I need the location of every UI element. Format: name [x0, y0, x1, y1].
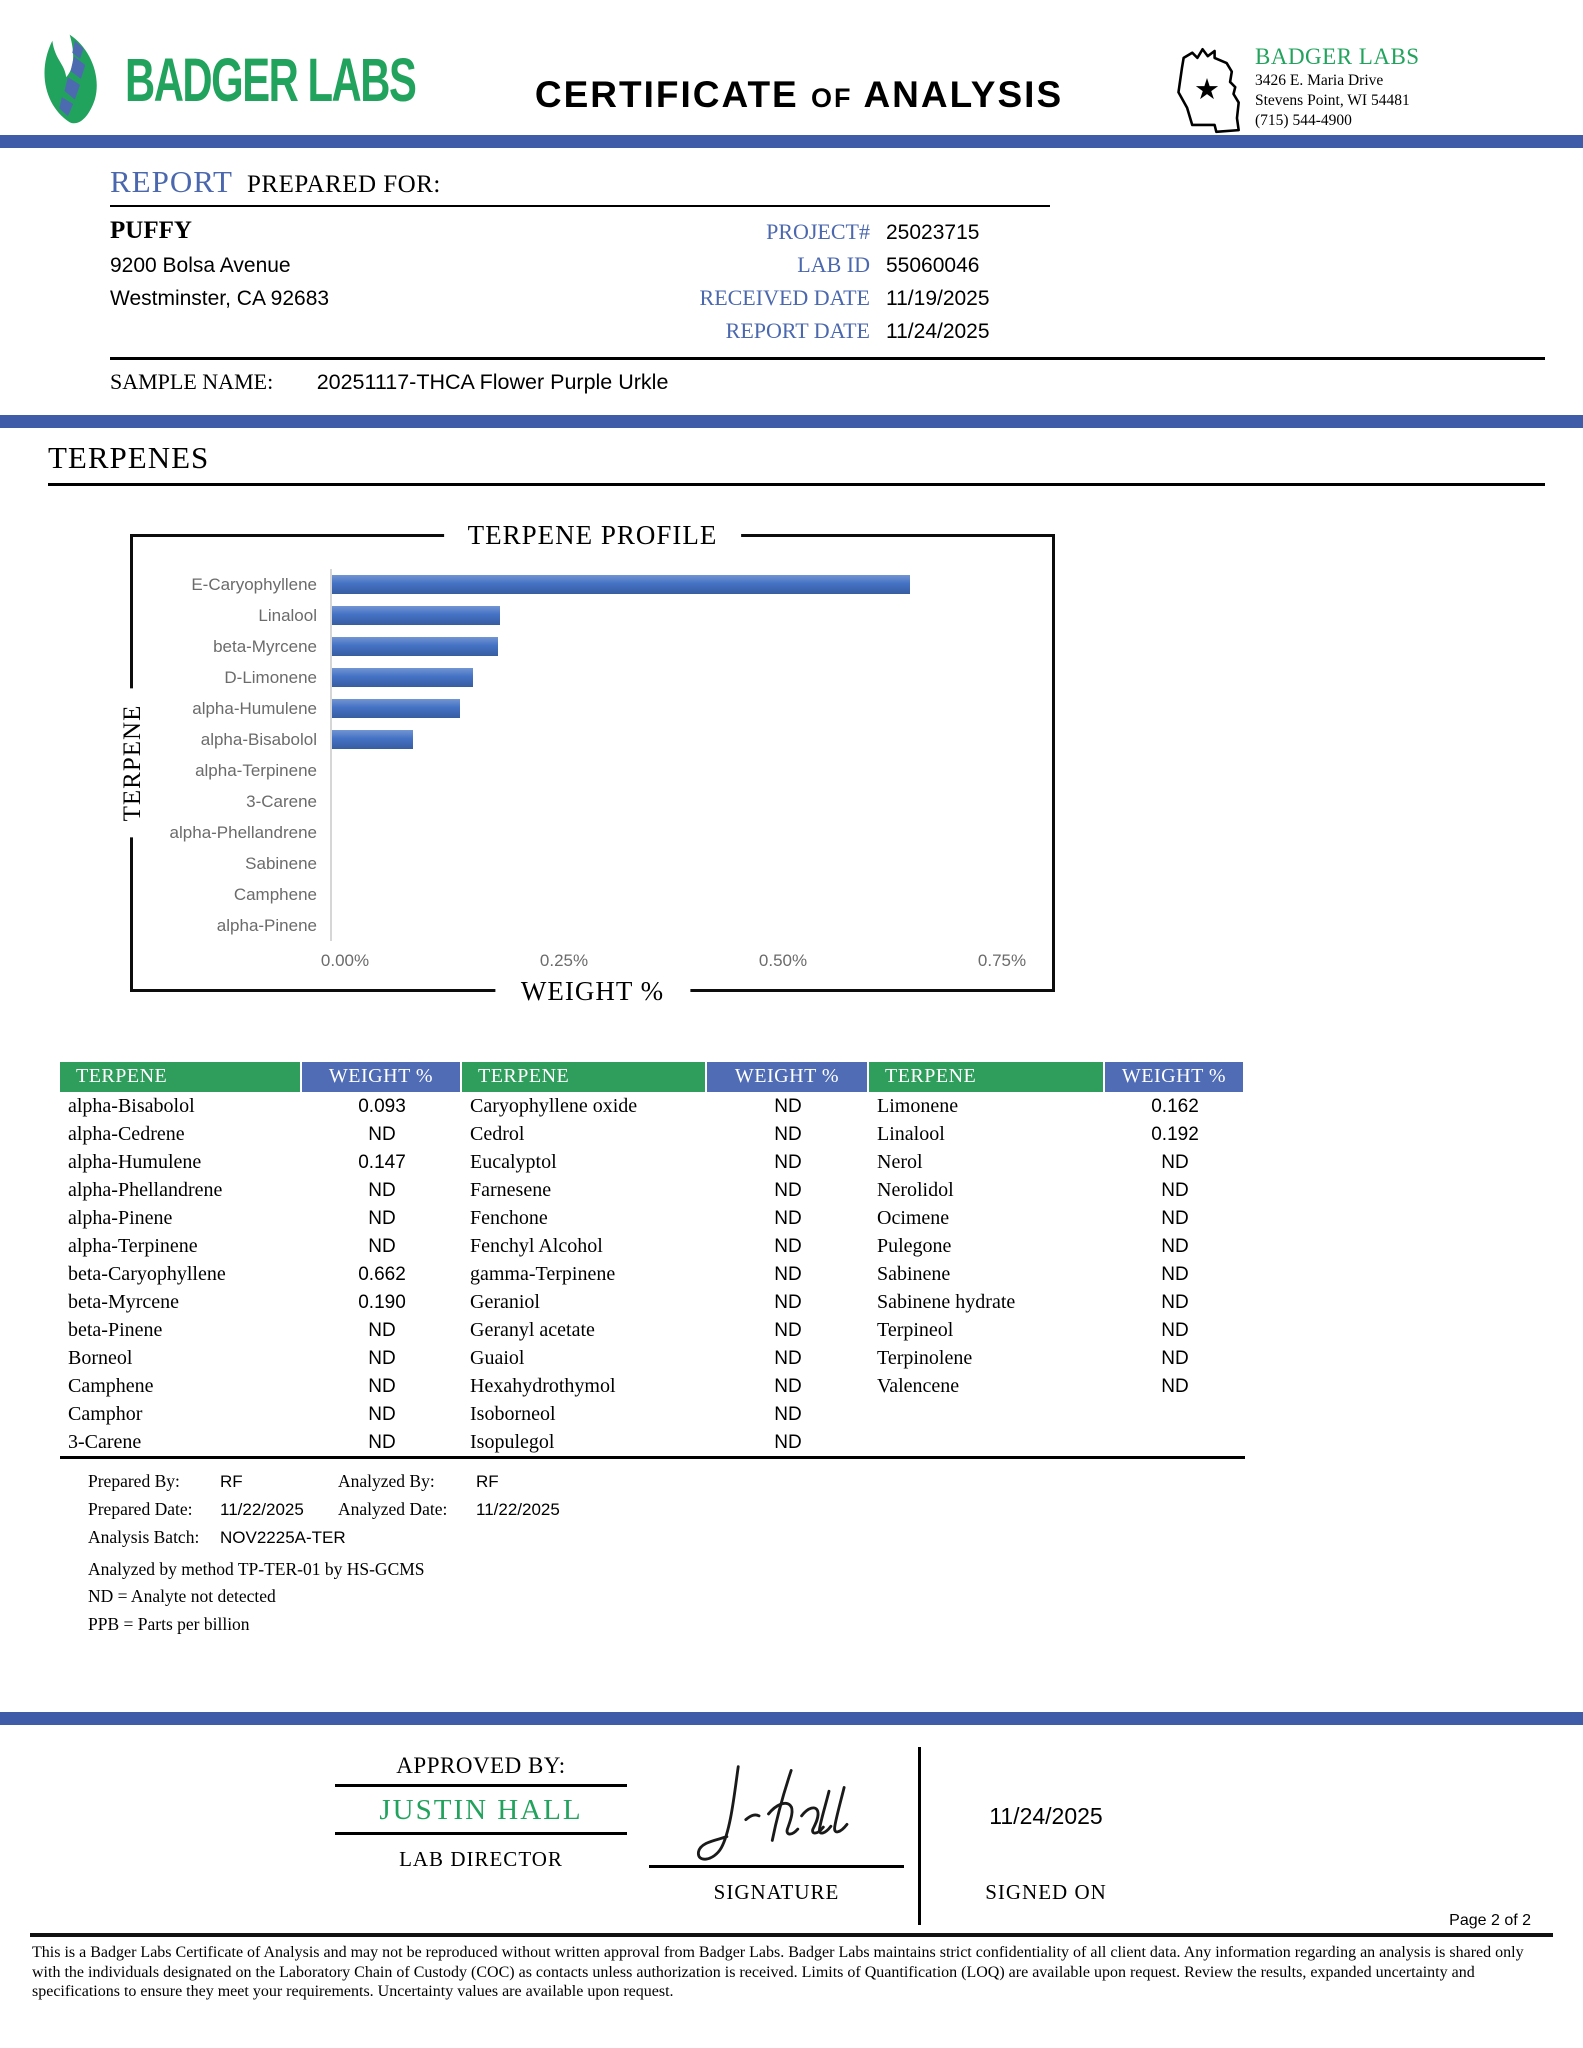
- meta-row: [580, 318, 1050, 351]
- sample-row: [110, 369, 1583, 395]
- approved-by-block: [335, 1753, 627, 1905]
- chart-bar-track: [330, 569, 987, 600]
- terpene-name-cell: Camphene: [68, 1375, 154, 1397]
- terpene-weight-cell: ND: [368, 1124, 396, 1145]
- approved-by-label: APPROVED BY:: [335, 1753, 627, 1787]
- report-body: [110, 207, 1050, 351]
- terpene-weight-cell: ND: [1161, 1292, 1189, 1313]
- chart-bar-track: [330, 631, 987, 662]
- client-address1: 9200 Bolsa Avenue: [110, 254, 291, 277]
- terpene-name-cell: Camphor: [68, 1403, 143, 1425]
- divider-blue-bottom: [0, 1712, 1583, 1725]
- meta-value: 11/19/2025: [886, 287, 990, 310]
- table-bottom-rule: [60, 1456, 1245, 1459]
- terpene-weight-cell: ND: [774, 1264, 802, 1285]
- terpene-name-cell: Fenchyl Alcohol: [470, 1235, 603, 1257]
- terpene-weight-cell: [1105, 1400, 1245, 1428]
- terpene-name-cell: Valencene: [877, 1375, 960, 1397]
- table-header-weight: WEIGHT %: [1105, 1062, 1245, 1092]
- method-note: Analyzed by method TP-TER-01 by HS-GCMS: [88, 1559, 425, 1579]
- chart-bar-track: [330, 817, 987, 848]
- chart-category-label: D-Limonene: [224, 667, 317, 687]
- terpene-name-cell: alpha-Phellandrene: [68, 1179, 223, 1201]
- terpene-weight-cell: ND: [774, 1376, 802, 1397]
- terpene-weight-cell: ND: [1161, 1264, 1189, 1285]
- terpene-name-cell: Hexahydrothymol: [470, 1375, 616, 1397]
- meta-label: PROJECT#: [766, 219, 870, 244]
- chart-bar: [332, 730, 413, 749]
- analysis-batch-value: NOV2225A-TER: [220, 1528, 346, 1547]
- report-heading: [110, 164, 1050, 207]
- logo-wordmark: BADGER LABS: [125, 46, 416, 115]
- terpene-weight-cell: [1105, 1428, 1245, 1456]
- signed-on-block: [921, 1753, 1171, 1905]
- signature-image: [649, 1753, 904, 1868]
- terpene-name-cell: Terpineol: [877, 1319, 954, 1341]
- table-header-weight: WEIGHT %: [302, 1062, 462, 1092]
- analyzed-by-value: RF: [476, 1472, 499, 1491]
- chart-category-label: alpha-Terpinene: [195, 760, 317, 780]
- chart-tick-label: 0.50%: [758, 951, 808, 970]
- terpene-weight-cell: ND: [774, 1404, 802, 1425]
- signed-on-label: SIGNED ON: [985, 1880, 1107, 1904]
- chart-bar-track: [330, 662, 987, 693]
- signature-block: [649, 1753, 904, 1905]
- chart-tick-label: 0.75%: [977, 951, 1027, 970]
- terpene-name-cell: alpha-Humulene: [68, 1151, 202, 1173]
- terpene-weight-cell: ND: [1161, 1348, 1189, 1369]
- terpene-name-cell: Ocimene: [877, 1207, 950, 1229]
- terpene-name-cell: Geranyl acetate: [470, 1319, 595, 1341]
- chart-bar-track: [330, 786, 987, 817]
- terpene-name-cell: [869, 1400, 1105, 1428]
- chart-bar: [332, 575, 910, 594]
- terpene-name-cell: Caryophyllene oxide: [470, 1095, 638, 1117]
- terpene-name-cell: Sabinene: [877, 1263, 951, 1285]
- chart-bar: [332, 637, 498, 656]
- terpene-name-cell: beta-Myrcene: [68, 1291, 180, 1313]
- chart-row: [145, 662, 1044, 693]
- terpene-weight-cell: 0.093: [358, 1096, 406, 1117]
- analyzed-date-label: Analyzed Date:: [338, 1499, 448, 1519]
- terpene-name-cell: Limonene: [877, 1095, 959, 1117]
- report-meta: [580, 219, 1050, 351]
- terpene-name-cell: Fenchone: [470, 1207, 548, 1229]
- terpene-name-cell: Geraniol: [470, 1291, 540, 1313]
- terpene-name-cell: Pulegone: [877, 1235, 952, 1257]
- terpene-name-cell: Terpinolene: [877, 1347, 973, 1369]
- terpene-weight-cell: ND: [368, 1236, 396, 1257]
- terpene-weight-cell: ND: [774, 1096, 802, 1117]
- terpene-weight-cell: ND: [774, 1124, 802, 1145]
- terpene-name-cell: Cedrol: [470, 1123, 525, 1145]
- chart-bar-track: [330, 600, 987, 631]
- meta-row: [580, 285, 1050, 318]
- chart-row: [145, 693, 1044, 724]
- badger-labs-logo: [35, 30, 435, 131]
- terpene-name-cell: Borneol: [68, 1347, 133, 1369]
- chart-row: [145, 600, 1044, 631]
- chart-bar-track: [330, 724, 987, 755]
- terpene-weight-cell: ND: [774, 1320, 802, 1341]
- wisconsin-map-icon: [1163, 42, 1249, 151]
- terpene-weight-cell: ND: [368, 1432, 396, 1453]
- header: [0, 0, 1583, 135]
- chart-x-axis-title: WEIGHT %: [495, 976, 690, 1007]
- terpene-name-cell: alpha-Pinene: [68, 1207, 173, 1229]
- terpene-weight-cell: ND: [368, 1180, 396, 1201]
- chart-row: [145, 724, 1044, 755]
- client-block: [110, 217, 329, 351]
- terpene-name-cell: Nerolidol: [877, 1179, 954, 1201]
- terpene-weight-cell: 0.192: [1151, 1124, 1199, 1145]
- report-word: REPORT: [110, 164, 233, 199]
- prepared-for-word: PREPARED FOR:: [247, 171, 441, 198]
- meta-label: REPORT DATE: [725, 318, 870, 343]
- terpene-weight-cell: ND: [774, 1152, 802, 1173]
- terpene-weight-cell: ND: [368, 1208, 396, 1229]
- client-name: PUFFY: [110, 217, 192, 244]
- terpene-name-cell: Guaiol: [470, 1347, 525, 1369]
- chart-row: [145, 848, 1044, 879]
- terpene-name-cell: Linalool: [877, 1123, 945, 1145]
- lab-address-block: [1163, 42, 1555, 151]
- page-number: Page 2 of 2: [1449, 1912, 1531, 1929]
- document-title: CERTIFICATE OF ANALYSIS: [534, 74, 1064, 115]
- prep-info: [88, 1471, 1583, 1637]
- approval-section: [0, 1712, 1583, 1905]
- terpene-name-cell: Isopulegol: [470, 1431, 555, 1453]
- terpene-weight-cell: 0.147: [358, 1152, 406, 1173]
- terpene-name-cell: Farnesene: [470, 1179, 552, 1201]
- terpene-profile-chart: [119, 519, 1055, 1006]
- chart-category-label: beta-Myrcene: [213, 636, 317, 656]
- chart-row: [145, 910, 1044, 941]
- terpene-weight-cell: ND: [774, 1180, 802, 1201]
- table-header-terpene: TERPENE: [462, 1062, 707, 1092]
- nd-note: ND = Analyte not detected: [88, 1586, 276, 1607]
- prepared-by-label: Prepared By:: [88, 1471, 180, 1491]
- lab-address-line2: Stevens Point, WI 54481: [1255, 92, 1410, 110]
- meta-row: [580, 252, 1050, 285]
- prepared-by-value: RF: [220, 1472, 243, 1491]
- terpene-weight-cell: 0.162: [1151, 1096, 1199, 1117]
- chart-category-label: E-Caryophyllene: [191, 574, 317, 594]
- terpene-weight-cell: ND: [1161, 1320, 1189, 1341]
- table-header-terpene: TERPENE: [60, 1062, 302, 1092]
- lab-phone: (715) 544-4900: [1255, 112, 1352, 130]
- sample-name-value: 20251117-THCA Flower Purple Urkle: [316, 370, 669, 394]
- terpene-weight-cell: ND: [774, 1292, 802, 1313]
- terpene-name-cell: Nerol: [877, 1151, 923, 1173]
- analyzed-by-label: Analyzed By:: [338, 1471, 435, 1491]
- chart-category-label: alpha-Pinene: [216, 915, 317, 935]
- terpene-weight-cell: ND: [774, 1236, 802, 1257]
- chart-title: TERPENE PROFILE: [444, 520, 742, 551]
- analysis-batch-label: Analysis Batch:: [88, 1527, 200, 1547]
- chart-row: [145, 879, 1044, 910]
- approver-name: JUSTIN HALL: [335, 1787, 627, 1835]
- prepared-date-label: Prepared Date:: [88, 1499, 193, 1519]
- chart-tick-label: 0.00%: [320, 951, 370, 970]
- chart-row: [145, 569, 1044, 600]
- terpene-name-cell: gamma-Terpinene: [470, 1263, 616, 1285]
- prep-grid: [88, 1471, 1583, 1548]
- ppb-note: PPB = Parts per billion: [88, 1613, 250, 1634]
- disclaimer-text: This is a Badger Labs Certificate of Analysis and may not be reproduced without written approval from Badger Labs. Badger Labs maintains strict confidentiality of all client data. Any information regarding an analysis is shared only with the individuals designated on the Laboratory Chain of Custody (COC) as contacts unless authorization is received. Limits of Quantification (LOQ) are available upon request. Review the results, expanded uncertainty and specifications to ensure they meet your requirements. Uncertainty values are available upon request.: [32, 1944, 1524, 2001]
- meta-row: [580, 219, 1050, 252]
- chart-category-label: Linalool: [258, 605, 317, 625]
- terpene-name-cell: alpha-Terpinene: [68, 1235, 198, 1257]
- terpenes-section-title: TERPENES: [48, 436, 1545, 486]
- chart-category-label: Sabinene: [245, 853, 317, 873]
- terpene-weight-cell: 0.662: [358, 1264, 406, 1285]
- chart-category-label: alpha-Phellandrene: [169, 822, 317, 842]
- terpene-name-cell: Isoborneol: [470, 1403, 556, 1425]
- chart-category-label: alpha-Humulene: [192, 698, 317, 718]
- terpene-weight-cell: ND: [368, 1348, 396, 1369]
- signature-label: SIGNATURE: [713, 1880, 840, 1904]
- sample-divider: [110, 357, 1545, 360]
- terpene-name-cell: alpha-Bisabolol: [68, 1095, 195, 1117]
- chart-bar-track: [330, 755, 987, 786]
- meta-value: 11/24/2025: [886, 320, 990, 343]
- terpene-weight-cell: ND: [368, 1320, 396, 1341]
- terpene-weight-cell: ND: [774, 1432, 802, 1453]
- chart-row: [145, 755, 1044, 786]
- terpene-name-cell: beta-Caryophyllene: [68, 1263, 226, 1285]
- divider-blue-middle: [0, 415, 1583, 428]
- terpene-weight-cell: ND: [1161, 1152, 1189, 1173]
- chart-row: [145, 631, 1044, 662]
- lab-name: BADGER LABS: [1255, 44, 1420, 69]
- chart-bar-track: [330, 879, 987, 910]
- terpene-weight-cell: ND: [1161, 1236, 1189, 1257]
- chart-y-axis-title: TERPENE: [119, 689, 147, 838]
- prepared-date-value: 11/22/2025: [220, 1500, 304, 1519]
- leaf-logo-icon: [35, 30, 113, 131]
- chart-x-ticks: [320, 941, 1027, 981]
- terpene-weight-cell: ND: [1161, 1208, 1189, 1229]
- terpene-name-cell: alpha-Cedrene: [68, 1123, 185, 1145]
- chart-category-label: alpha-Bisabolol: [200, 729, 317, 749]
- terpene-weight-cell: 0.190: [358, 1292, 406, 1313]
- sample-name-label: SAMPLE NAME:: [110, 369, 274, 394]
- chart-category-label: 3-Carene: [246, 791, 317, 811]
- signature-icon: [672, 1761, 882, 1865]
- chart-bar: [332, 606, 500, 625]
- chart-bar: [332, 668, 473, 687]
- terpene-weight-cell: ND: [774, 1208, 802, 1229]
- approval-block: [0, 1753, 1583, 1905]
- terpene-name-cell: Sabinene hydrate: [877, 1291, 1016, 1313]
- lab-details: [1255, 42, 1420, 151]
- chart-bar-track: [330, 848, 987, 879]
- terpene-weight-cell: ND: [368, 1404, 396, 1425]
- terpene-weight-cell: ND: [368, 1376, 396, 1397]
- signed-date: 11/24/2025: [989, 1803, 1103, 1829]
- approver-title-label: LAB DIRECTOR: [399, 1847, 563, 1871]
- terpene-name-cell: [869, 1428, 1105, 1456]
- chart-rows: [145, 569, 1044, 941]
- star-icon: ★: [1193, 74, 1221, 107]
- client-address2: Westminster, CA 92683: [110, 287, 330, 310]
- meta-label: RECEIVED DATE: [699, 285, 870, 310]
- terpene-weight-cell: ND: [774, 1348, 802, 1369]
- table-header-terpene: TERPENE: [869, 1062, 1105, 1092]
- page-footer: [0, 1912, 1583, 2002]
- terpene-results-table: [60, 1062, 1245, 1456]
- table-header-weight: WEIGHT %: [707, 1062, 869, 1092]
- chart-row: [145, 786, 1044, 817]
- chart-bar: [332, 699, 460, 718]
- chart-tick-label: 0.25%: [539, 951, 589, 970]
- meta-label: LAB ID: [797, 252, 870, 277]
- terpene-weight-cell: ND: [1161, 1180, 1189, 1201]
- chart-plot-area: [145, 569, 1044, 981]
- chart-bar-track: [330, 910, 987, 941]
- chart-row: [145, 817, 1044, 848]
- terpene-weight-cell: ND: [1161, 1376, 1189, 1397]
- meta-value: 25023715: [886, 221, 980, 244]
- terpene-name-cell: Eucalyptol: [470, 1151, 557, 1173]
- footer-rule: [30, 1933, 1553, 1937]
- lab-address-line1: 3426 E. Maria Drive: [1255, 72, 1384, 90]
- terpene-name-cell: beta-Pinene: [68, 1319, 163, 1341]
- chart-category-label: Camphene: [233, 884, 317, 904]
- chart-bar-track: [330, 693, 987, 724]
- meta-value: 55060046: [886, 254, 980, 277]
- analyzed-date-value: 11/22/2025: [476, 1500, 560, 1519]
- terpene-name-cell: 3-Carene: [68, 1431, 142, 1453]
